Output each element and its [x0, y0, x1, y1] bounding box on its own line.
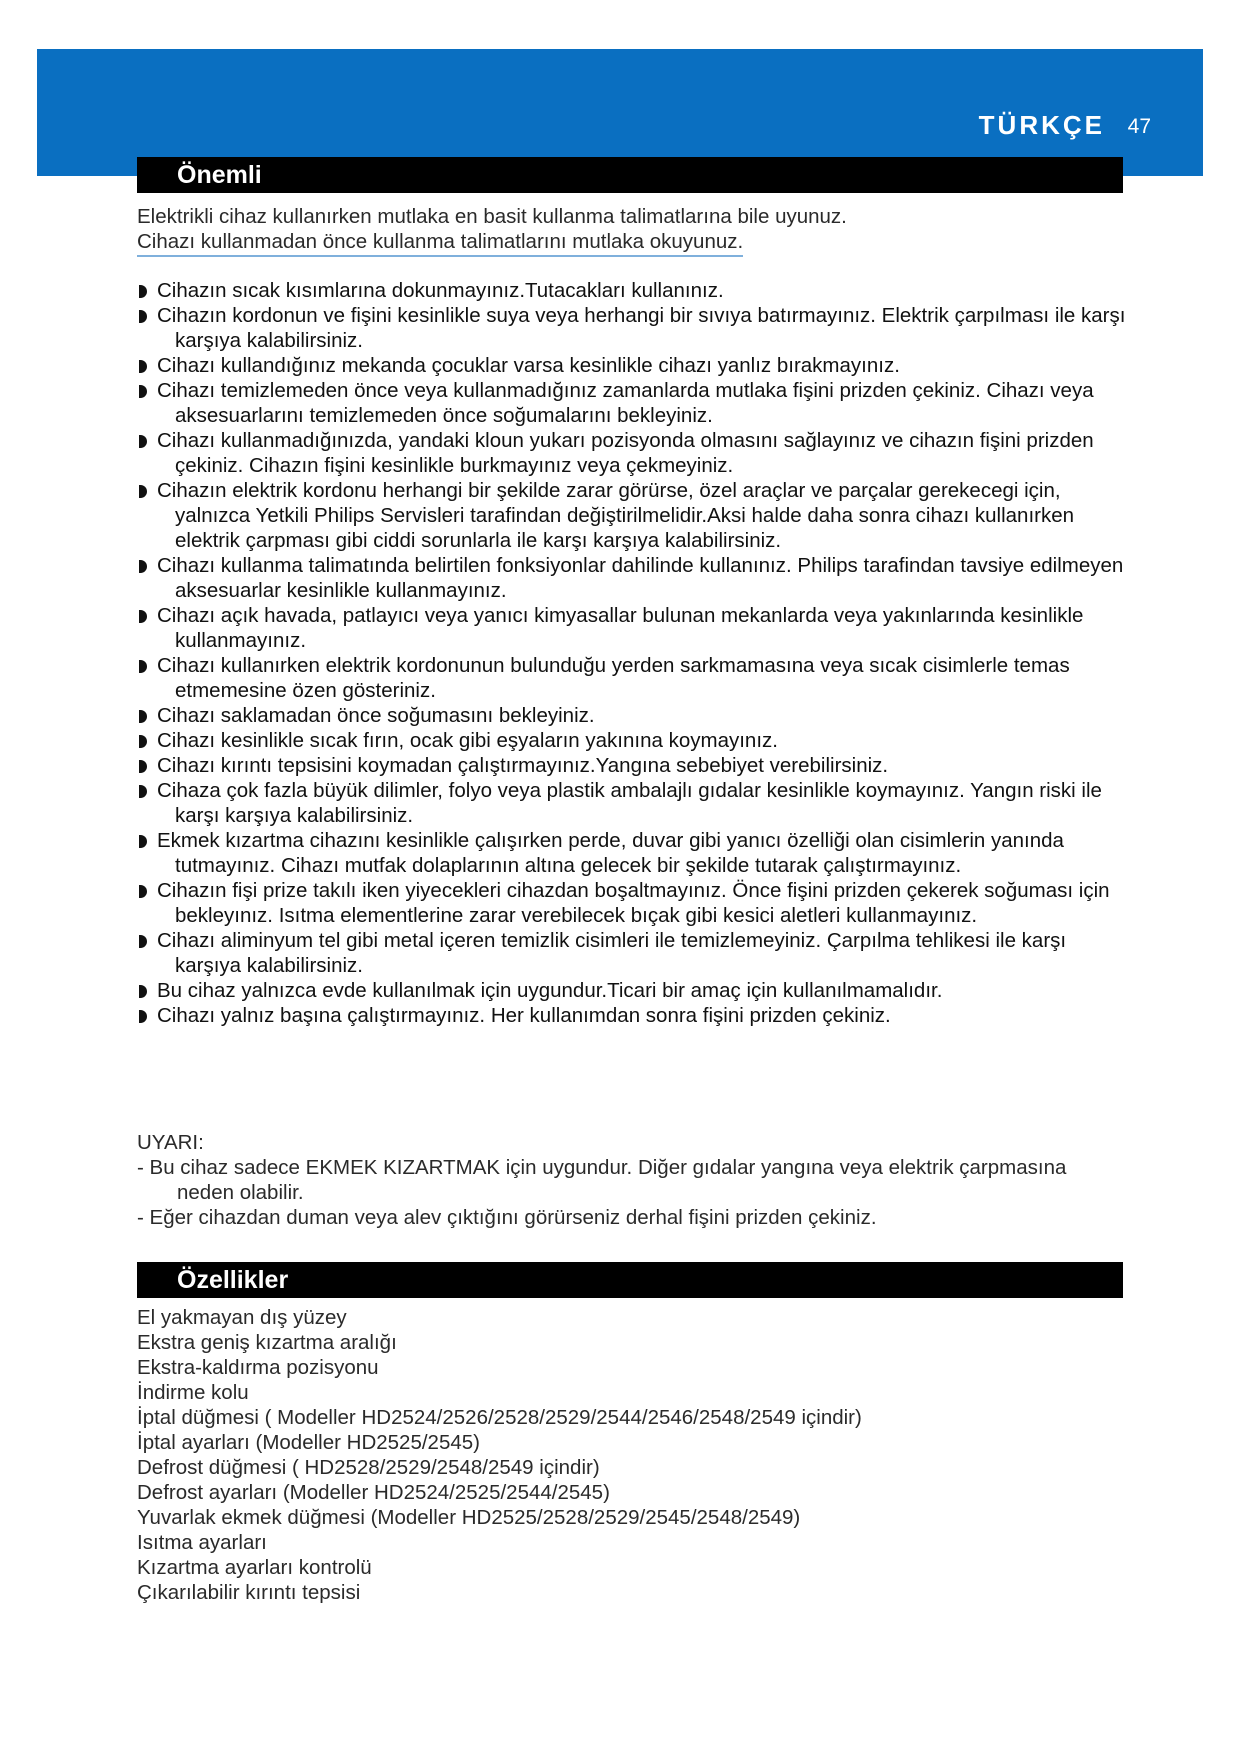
safety-list-text: Cihazın elektrik kordonu herhangi bir şekilde zarar görürse, özel araçlar ve parçalar gerekecegi için, yalnızca Yetkili Philips Servisleri tarafindan değiştirilmelidir.Aksi halde daha sonra cihazı kullanırken elektrik çarpması gibi ciddi sorunlarla ile karşı karşıya kalabilirsiniz.	[157, 479, 1075, 552]
safety-list-text: Bu cihaz yalnızca evde kullanılmak için uygundur.Ticari bir amaç için kullanılmamalıdır.	[157, 979, 943, 1002]
safety-list-item	[137, 303, 1127, 353]
bullet-icon	[139, 360, 147, 373]
feature-item: Isıtma ayarları	[137, 1531, 267, 1554]
feature-item: İptal ayarları (Modeller HD2525/2545)	[137, 1431, 480, 1454]
safety-list-item	[137, 978, 1127, 1003]
warning-item: - Bu cihaz sadece EKMEK KIZARTMAK için uygundur. Diğer gıdalar yangına veya elektrik çarpmasına neden olabilir.	[137, 1156, 1067, 1204]
feature-item: İndirme kolu	[137, 1381, 249, 1404]
feature-item: El yakmayan dış yüzey	[137, 1306, 347, 1329]
safety-list-item	[137, 278, 1127, 303]
safety-list-item	[137, 553, 1127, 603]
feature-item: Ekstra-kaldırma pozisyonu	[137, 1356, 379, 1379]
bullet-icon	[139, 735, 147, 748]
section-title-important: Önemli	[137, 157, 1123, 193]
feature-item: Yuvarlak ekmek düğmesi (Modeller HD2525/2528/2529/2545/2548/2549)	[137, 1506, 801, 1529]
warning-block	[137, 1130, 1123, 1230]
language-label: TÜRKÇE	[978, 110, 1105, 140]
bullet-icon	[139, 310, 147, 323]
bullet-icon	[139, 610, 147, 623]
bullet-icon	[139, 835, 147, 848]
safety-list-text: Cihazı kullanma talimatında belirtilen fonksiyonlar dahilinde kullanınız. Philips tarafindan tavsiye edilmeyen aksesuarlar kesinlikle kullanmayınız.	[157, 554, 1124, 602]
safety-list-item	[137, 928, 1127, 978]
bullet-icon	[139, 710, 147, 723]
feature-item: Çıkarılabilir kırıntı tepsisi	[137, 1581, 361, 1604]
safety-list-item	[137, 428, 1127, 478]
safety-list-text: Cihazı kırıntı tepsisini koymadan çalıştırmayınız.Yangına sebebiyet verebilirsiniz.	[157, 754, 889, 777]
bullet-icon	[139, 485, 147, 498]
safety-list-text: Cihazı kesinlikle sıcak fırın, ocak gibi eşyaların yakınına koymayınız.	[157, 729, 778, 752]
safety-list	[137, 278, 1127, 1028]
page-number: 47	[1127, 115, 1151, 138]
safety-list-item	[137, 478, 1127, 553]
safety-list-item	[137, 828, 1127, 878]
safety-list-text: Cihazı aliminyum tel gibi metal içeren temizlik cisimleri ile temizlemeyiniz. Çarpılma tehlikesi ile karşı karşıya kalabilirsiniz.	[157, 929, 1067, 977]
safety-list-item	[137, 753, 1127, 778]
safety-list-text: Ekmek kızartma cihazını kesinlikle çalışırken perde, duvar gibi yanıcı özelliği olan cisimlerin yanında tutmayınız. Cihazı mutfak dolaplarının altına gelecek bir şekilde tutarak çalıştırmayınız.	[157, 829, 1064, 877]
feature-item: Ekstra geniş kızartma aralığı	[137, 1331, 397, 1354]
bullet-icon	[139, 660, 147, 673]
safety-list-text: Cihazın sıcak kısımlarına dokunmayınız.Tutacakları kullanınız.	[157, 279, 724, 302]
feature-item: Defrost ayarları (Modeller HD2524/2525/2544/2545)	[137, 1481, 610, 1504]
bullet-icon	[139, 385, 147, 398]
bullet-icon	[139, 785, 147, 798]
feature-item: İptal düğmesi ( Modeller HD2524/2526/2528/2529/2544/2546/2548/2549 içindir)	[137, 1406, 862, 1429]
safety-list-item	[137, 703, 1127, 728]
safety-list-item	[137, 353, 1127, 378]
feature-item: Defrost düğmesi ( HD2528/2529/2548/2549 içindir)	[137, 1456, 600, 1479]
important-intro	[137, 204, 1123, 254]
safety-list-item	[137, 378, 1127, 428]
safety-list-text: Cihazı temizlemeden önce veya kullanmadığınız zamanlarda mutlaka fişini prizden çekiniz. Cihazı veya aksesuarlarını temizlemeden önce soğumalarını bekleyiniz.	[157, 379, 1094, 427]
intro-line-2: Cihazı kullanmadan önce kullanma talimatlarını mutlaka okuyunuz.	[137, 230, 743, 257]
bullet-icon	[139, 985, 147, 998]
safety-list-item	[137, 1003, 1127, 1028]
bullet-icon	[139, 435, 147, 448]
features-list	[137, 1305, 1123, 1605]
safety-list-text: Cihazı saklamadan önce soğumasını bekleyiniz.	[157, 704, 595, 727]
safety-list-text: Cihazın fişi prize takılı iken yiyecekleri cihazdan boşaltmayınız. Önce fişini prizden çekerek soğuması için bekleyınız. Isıtma elementlerine zarar verebilecek bıçak gibi kesici aletleri kullanmayınız.	[157, 879, 1110, 927]
safety-list-item	[137, 653, 1127, 703]
safety-list-text: Cihazın kordonun ve fişini kesinlikle suya veya herhangi bir sıvıya batırmayınız. Elektrik çarpılması ile karşı karşıya kalabilirsiniz.	[157, 304, 1126, 352]
safety-list-item	[137, 728, 1127, 753]
warning-title: UYARI:	[137, 1131, 204, 1154]
safety-list-text: Cihazı kullanırken elektrik kordonunun bulunduğu yerden sarkmamasına veya sıcak cisimlerle temas etmemesine özen gösteriniz.	[157, 654, 1070, 702]
bullet-icon	[139, 285, 147, 298]
bullet-icon	[139, 1010, 147, 1023]
intro-line-1: Elektrikli cihaz kullanırken mutlaka en basit kullanma talimatlarına bile uyunuz.	[137, 205, 847, 228]
safety-list-item	[137, 778, 1127, 828]
bullet-icon	[139, 760, 147, 773]
safety-list-text: Cihazı kullanmadığınızda, yandaki kloun yukarı pozisyonda olmasını sağlayınız ve cihazın fişini prizden çekiniz. Cihazın fişini kesinlikle burkmayınız veya çekmeyiniz.	[157, 429, 1094, 477]
feature-item: Kızartma ayarları kontrolü	[137, 1556, 372, 1579]
safety-list-text: Cihazı açık havada, patlayıcı veya yanıcı kimyasallar bulunan mekanlarda veya yakınlarında kesinlikle kullanmayınız.	[157, 604, 1084, 652]
safety-list-item	[137, 878, 1127, 928]
safety-list-text: Cihaza çok fazla büyük dilimler, folyo veya plastik ambalajlı gıdalar kesinlikle koymayınız. Yangın riski ile karşı karşıya kalabilirsiniz.	[157, 779, 1102, 827]
safety-list-item	[137, 603, 1127, 653]
bullet-icon	[139, 560, 147, 573]
safety-list-text: Cihazı kullandığınız mekanda çocuklar varsa kesinlikle cihazı yanlız bırakmayınız.	[157, 354, 900, 377]
safety-list-text: Cihazı yalnız başına çalıştırmayınız. Her kullanımdan sonra fişini prizden çekiniz.	[157, 1004, 891, 1027]
bullet-icon	[139, 885, 147, 898]
section-title-features: Özellikler	[137, 1262, 1123, 1298]
warning-item: - Eğer cihazdan duman veya alev çıktığını görürseniz derhal fişini prizden çekiniz.	[137, 1206, 877, 1229]
bullet-icon	[139, 935, 147, 948]
